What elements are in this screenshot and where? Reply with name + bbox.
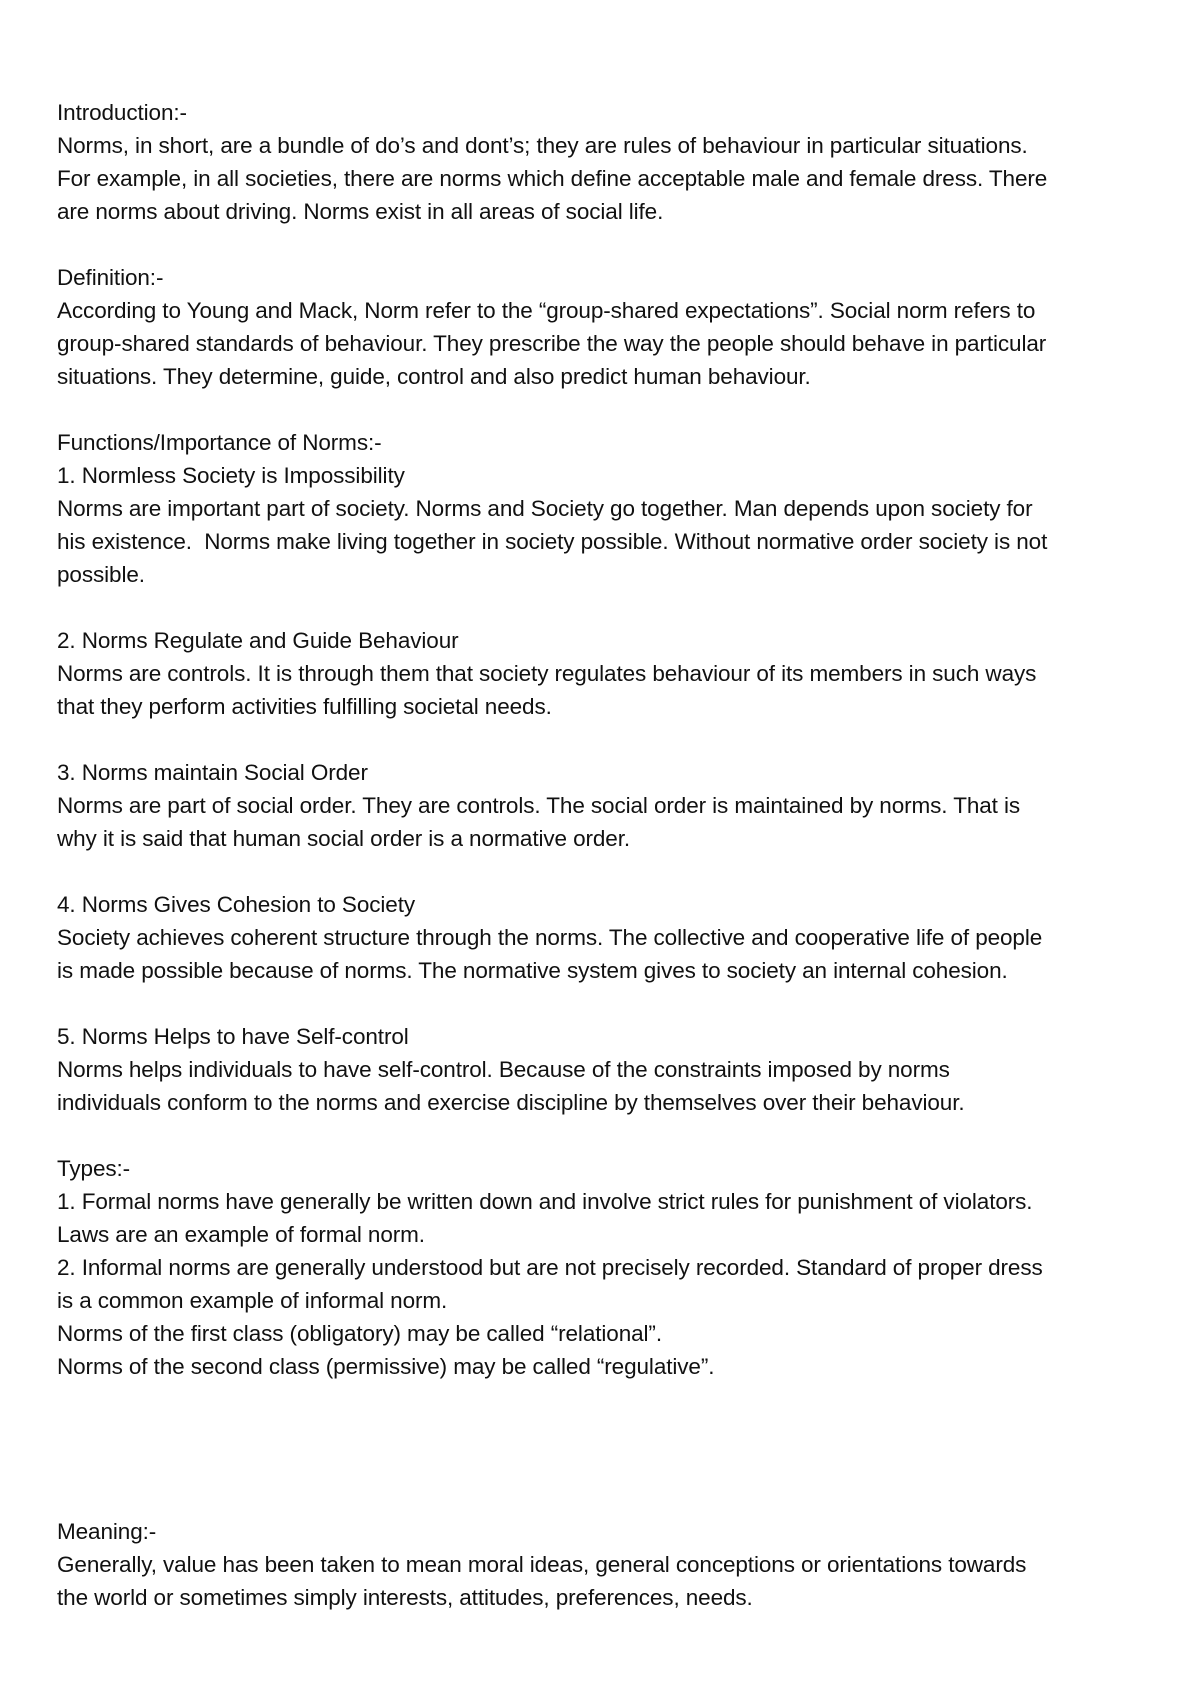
function-item-title: 4. Norms Gives Cohesion to Society [57,892,415,917]
text-line: 1. Formal norms have generally be written down and involve strict rules for punishment of violators. [57,1189,1033,1214]
text-line: Norms of the second class (permissive) may be called “regulative”. [57,1354,715,1379]
text-line: Society achieves coherent structure through the norms. The collective and cooperative life of people [57,925,1043,950]
text-line: 2. Informal norms are generally understood but are not precisely recorded. Standard of proper dress [57,1255,1043,1280]
paragraph-spacer [57,855,1140,888]
text-line: his existence. Norms make living together in society possible. Without normative order society is not [57,529,1048,554]
text-line: is a common example of informal norm. [57,1288,448,1313]
text-line: the world or sometimes simply interests, attitudes, preferences, needs. [57,1585,753,1610]
section-introduction [57,96,1140,228]
section-meaning [57,1515,1140,1614]
text-line: that they perform activities fulfilling societal needs. [57,694,552,719]
paragraph-spacer [57,591,1140,624]
text-line: Norms are part of social order. They are controls. The social order is maintained by norms. That is [57,793,1021,818]
text-line: Generally, value has been taken to mean moral ideas, general conceptions or orientations towards [57,1552,1027,1577]
section-heading: Meaning:- [57,1519,157,1544]
text-line: situations. They determine, guide, control and also predict human behaviour. [57,364,811,389]
text-line: According to Young and Mack, Norm refer to the “group-shared expectations”. Social norm refers to [57,298,1036,323]
section-heading: Functions/Importance of Norms:- [57,430,382,455]
paragraph-spacer [57,393,1140,426]
text-line: Norms, in short, are a bundle of do’s and dont’s; they are rules of behaviour in particular situations. [57,133,1028,158]
paragraph-spacer [57,723,1140,756]
section-heading: Introduction:- [57,100,187,125]
section-spacer [57,1383,1140,1515]
section-functions [57,426,1140,1119]
section-definition [57,261,1140,393]
paragraph-spacer [57,228,1140,261]
text-line: Norms helps individuals to have self-control. Because of the constraints imposed by norms [57,1057,950,1082]
text-line: why it is said that human social order is a normative order. [57,826,631,851]
text-line: Laws are an example of formal norm. [57,1222,425,1247]
text-line: possible. [57,562,145,587]
text-line: are norms about driving. Norms exist in all areas of social life. [57,199,664,224]
text-line: For example, in all societies, there are norms which define acceptable male and female dress. There [57,166,1048,191]
text-line: is made possible because of norms. The normative system gives to society an internal cohesion. [57,958,1008,983]
text-line: Norms of the first class (obligatory) may be called “relational”. [57,1321,662,1346]
function-item-title: 2. Norms Regulate and Guide Behaviour [57,628,459,653]
function-item-title: 1. Normless Society is Impossibility [57,463,405,488]
section-heading: Types:- [57,1156,131,1181]
paragraph-spacer [57,1119,1140,1152]
text-line: group-shared standards of behaviour. They prescribe the way the people should behave in particular [57,331,1047,356]
text-line: Norms are controls. It is through them that society regulates behaviour of its members in such ways [57,661,1037,686]
function-item-title: 5. Norms Helps to have Self-control [57,1024,409,1049]
text-line: Norms are important part of society. Norms and Society go together. Man depends upon society for [57,496,1033,521]
section-heading: Definition:- [57,265,164,290]
text-line: individuals conform to the norms and exercise discipline by themselves over their behaviour. [57,1090,965,1115]
paragraph-spacer [57,987,1140,1020]
section-types [57,1152,1140,1383]
function-item-title: 3. Norms maintain Social Order [57,760,368,785]
